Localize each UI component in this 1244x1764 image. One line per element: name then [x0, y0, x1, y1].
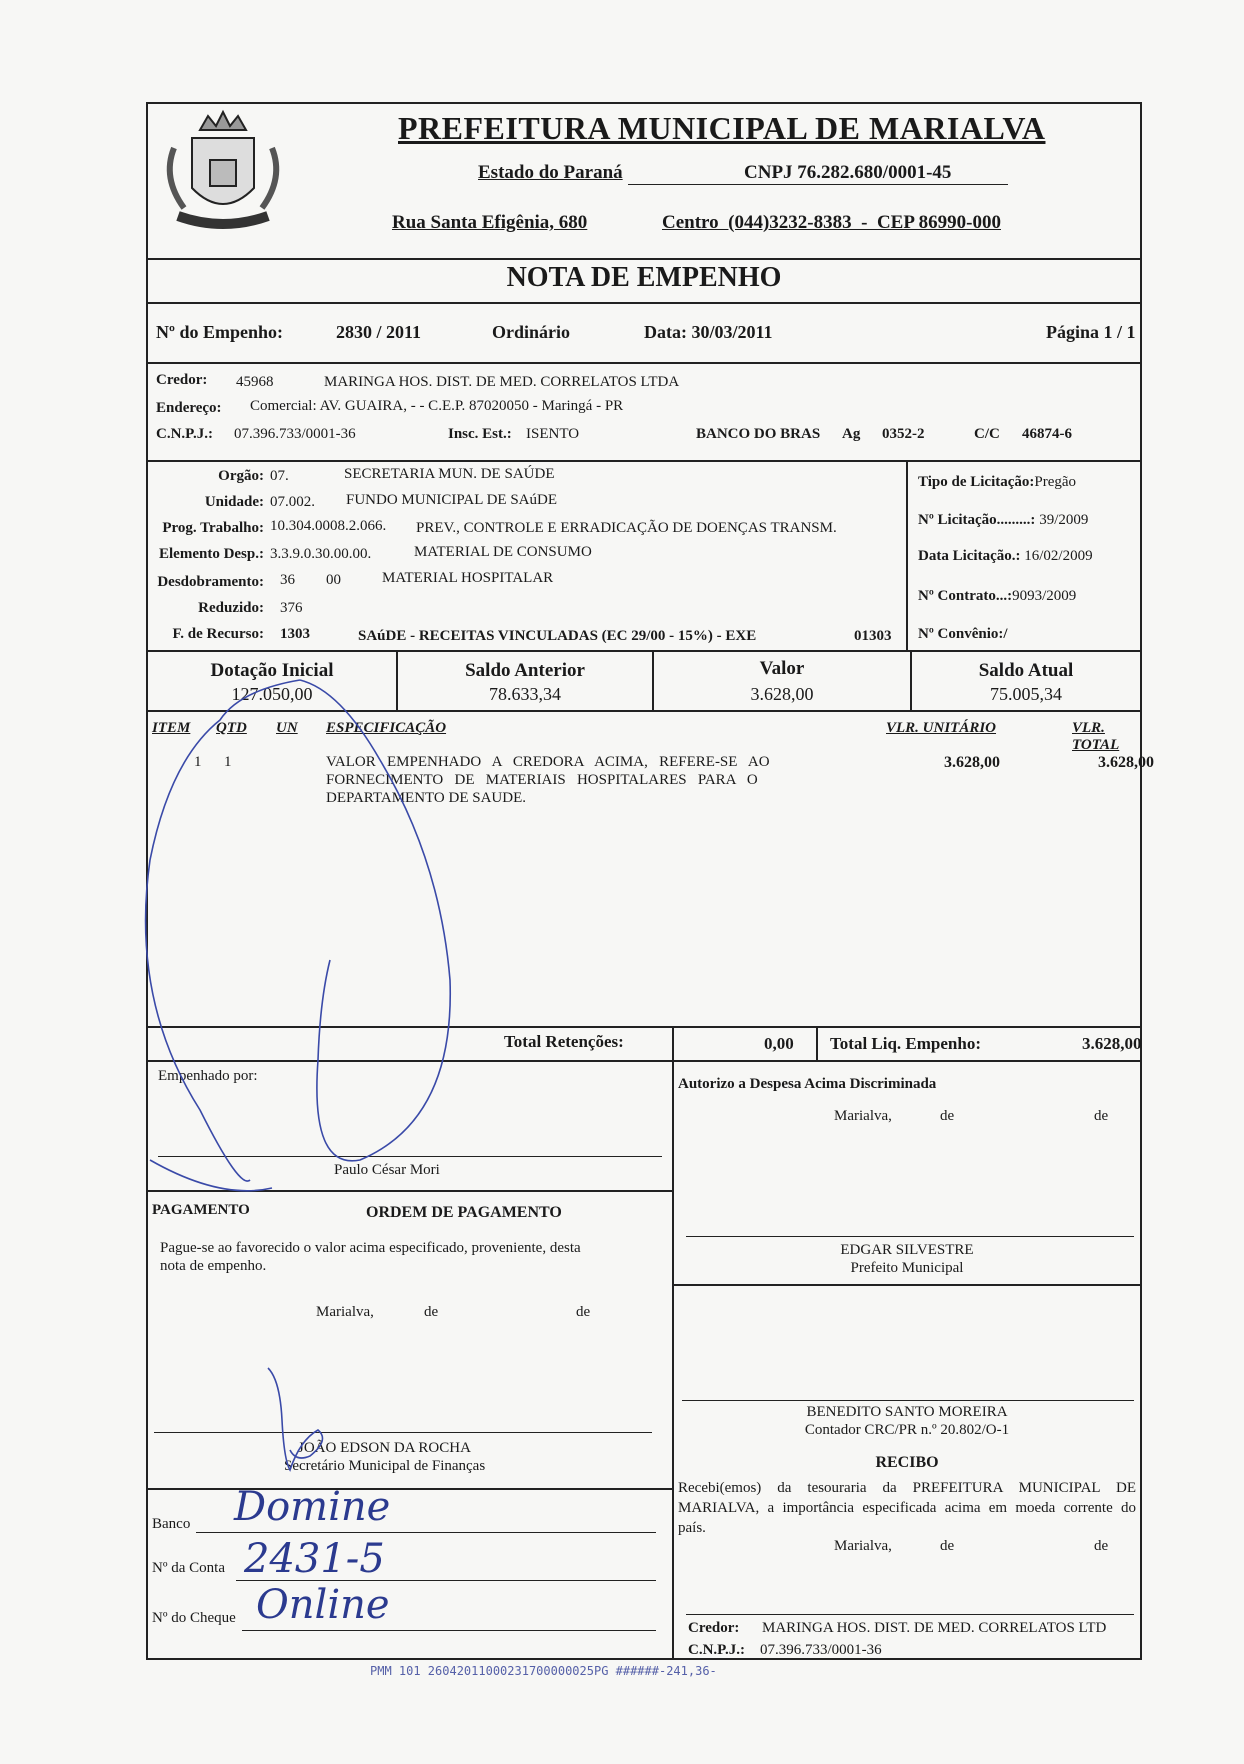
- ordem-pagamento-title: ORDEM DE PAGAMENTO: [366, 1204, 562, 1221]
- orgao-name: SECRETARIA MUN. DE SAÚDE: [344, 466, 555, 482]
- recibo-cnpj: 07.396.733/0001-36: [760, 1642, 882, 1658]
- recibo-text1: Recebi(emos) da tesouraria da PREFEITURA MUNICIPAL DE: [678, 1480, 1136, 1496]
- cnpj-label: CNPJ 76.282.680/0001-45: [744, 162, 952, 183]
- secretario-name: JOÃO EDSON DA ROCHA: [298, 1440, 471, 1456]
- cheque-label: Nº do Cheque: [152, 1610, 236, 1626]
- account-value: 46874-6: [1022, 426, 1072, 442]
- recurso-number: 01303: [854, 628, 892, 644]
- desdobramento-label: Desdobramento:: [157, 574, 264, 590]
- recurso-code: 1303: [280, 626, 310, 642]
- conta-label: Nº da Conta: [152, 1560, 225, 1576]
- pagamento-de2: de: [576, 1304, 591, 1320]
- recibo-de1: de: [940, 1538, 955, 1554]
- unidade-name: FUNDO MUNICIPAL DE SAúDE: [346, 492, 557, 508]
- credor-name: MARINGA HOS. DIST. DE MED. CORRELATOS LTDA: [324, 374, 680, 390]
- item-desc-line1: VALOR EMPENHADO A CREDORA ACIMA, REFERE-SE AO: [326, 754, 770, 770]
- total-retencoes-label: Total Retenções:: [504, 1032, 624, 1051]
- page-number: Página 1 / 1: [1046, 322, 1136, 342]
- item-desc-line3: DEPARTAMENTO DE SAUDE.: [326, 790, 526, 806]
- desdobramento-code: 36: [280, 572, 295, 588]
- credor-address: Comercial: AV. GUAIRA, - - C.E.P. 87020050 - Maringá - PR: [250, 398, 624, 414]
- contrato-label: Nº Contrato...:9093/2009: [918, 588, 1077, 604]
- agency-label: Ag: [842, 426, 861, 442]
- saldo-anterior-value: 78.633,34: [489, 684, 561, 704]
- unidade-label: Unidade:: [204, 494, 264, 510]
- convenio-label: Nº Convênio:/: [918, 626, 1008, 642]
- col-vlr-total: VLR. TOTAL: [1072, 720, 1120, 753]
- banco-handwriting: Domine: [234, 1484, 391, 1530]
- state-label: Estado do Paraná: [478, 162, 623, 183]
- pagamento-text2: nota de empenho.: [160, 1258, 267, 1274]
- account-label: C/C: [974, 426, 1000, 442]
- autorizo-de1: de: [940, 1108, 955, 1124]
- orgao-label: Orgão:: [218, 468, 264, 484]
- recibo-text3: país.: [678, 1520, 706, 1536]
- prog-label: Prog. Trabalho:: [162, 520, 264, 536]
- recibo-place: Marialva,: [834, 1538, 892, 1554]
- saldo-atual-label: Saldo Atual: [978, 660, 1074, 681]
- dotacao-inicial-label: Dotação Inicial: [210, 660, 334, 681]
- autorizo-title: Autorizo a Despesa Acima Discriminada: [678, 1076, 937, 1092]
- conta-handwriting: 2431-5: [244, 1536, 385, 1582]
- col-qtd: QTD: [216, 720, 247, 736]
- empenho-type: Ordinário: [492, 322, 571, 342]
- prog-name: PREV., CONTROLE E ERRADICAÇÃO DE DOENÇAS TRANSM.: [416, 520, 837, 536]
- item-unit-price: 3.628,00: [944, 754, 1000, 771]
- dotacao-inicial-value: 127.050,00: [231, 684, 313, 704]
- desdobramento-sub: 00: [326, 572, 341, 588]
- elemento-code: 3.3.9.0.30.00.00.: [270, 546, 372, 562]
- col-vlr-unitario: VLR. UNITÁRIO: [886, 720, 997, 736]
- valor-label: Valor: [759, 658, 805, 679]
- autorizo-place: Marialva,: [834, 1108, 892, 1124]
- empenhado-label: Empenhado por:: [158, 1068, 258, 1084]
- document-title: NOTA DE EMPENHO: [506, 262, 782, 293]
- empenho-label: Nº do Empenho:: [156, 322, 283, 342]
- desdobramento-name: MATERIAL HOSPITALAR: [382, 570, 554, 586]
- recibo-title: RECIBO: [875, 1454, 939, 1471]
- recibo-text2: MARIALVA, a importância especificada acima em moeda corrente do: [678, 1500, 1136, 1516]
- footer-code: PMM 101 26042011000231700000025PG ######-241,36-: [370, 1664, 717, 1678]
- page-title: PREFEITURA MUNICIPAL DE MARIALVA: [398, 110, 1046, 146]
- pagamento-title: PAGAMENTO: [152, 1202, 250, 1218]
- contador-role: Contador CRC/PR n.º 20.802/O-1: [804, 1422, 1010, 1438]
- banco-label: Banco: [152, 1516, 191, 1532]
- bank-name: BANCO DO BRAS: [696, 426, 821, 442]
- recurso-label: F. de Recurso:: [172, 626, 264, 642]
- valor-value: 3.628,00: [750, 684, 814, 704]
- autorizo-de2: de: [1094, 1108, 1109, 1124]
- credor-cnpj: 07.396.733/0001-36: [234, 426, 356, 442]
- recurso-name: SAúDE - RECEITAS VINCULADAS (EC 29/00 - 15%) - EXE: [358, 628, 757, 644]
- pagamento-text1: Pague-se ao favorecido o valor acima especificado, proveniente, desta: [160, 1240, 581, 1256]
- col-especificacao: ESPECIFICAÇÃO: [326, 720, 447, 736]
- reduzido-label: Reduzido:: [198, 600, 264, 616]
- credor-cnpj-label: C.N.P.J.:: [156, 426, 213, 442]
- col-item: ITEM: [152, 720, 191, 736]
- elemento-name: MATERIAL DE CONSUMO: [414, 544, 592, 560]
- item-desc-line2: FORNECIMENTO DE MATERIAIS HOSPITALARES PARA O: [326, 772, 758, 788]
- recibo-de2: de: [1094, 1538, 1109, 1554]
- total-liq-label: Total Liq. Empenho:: [830, 1034, 981, 1053]
- insc-label: Insc. Est.:: [448, 426, 512, 442]
- item-qtd: 1: [224, 754, 232, 770]
- unidade-code: 07.002.: [270, 494, 315, 510]
- elemento-label: Elemento Desp.:: [159, 546, 264, 562]
- insc-value: ISENTO: [526, 426, 580, 442]
- col-un: UN: [276, 720, 298, 736]
- prog-code: 10.304.0008.2.066.: [270, 518, 387, 534]
- recibo-credor-label: Credor:: [688, 1620, 740, 1636]
- total-liq-value: 3.628,00: [1082, 1034, 1142, 1053]
- item-total-price: 3.628,00: [1098, 754, 1154, 771]
- recibo-credor-name: MARINGA HOS. DIST. DE MED. CORRELATOS LTD: [762, 1620, 1107, 1636]
- agency-value: 0352-2: [882, 426, 925, 442]
- prefeito-role: Prefeito Municipal: [850, 1260, 964, 1276]
- pagamento-de1: de: [424, 1304, 439, 1320]
- licitacao-type-label: Tipo de Licitação:Pregão: [918, 474, 1077, 490]
- reduzido-value: 376: [280, 600, 303, 616]
- item-number: 1: [194, 754, 202, 770]
- address-label: Rua Santa Efigênia, 680: [392, 212, 588, 233]
- pagamento-place: Marialva,: [316, 1304, 374, 1320]
- total-retencoes-value: 0,00: [764, 1034, 794, 1053]
- licitacao-number-label: Nº Licitação.........: 39/2009: [918, 512, 1089, 528]
- empenho-number: 2830 / 2011: [336, 322, 422, 342]
- recibo-cnpj-label: C.N.P.J.:: [688, 1642, 745, 1658]
- address-field-label: Endereço:: [156, 400, 222, 416]
- empenhado-name: Paulo César Mori: [334, 1162, 440, 1178]
- secretario-role: Secretário Municipal de Finanças: [284, 1458, 486, 1474]
- orgao-code: 07.: [270, 468, 289, 484]
- contact-label: Centro (044)3232-8383 - CEP 86990-000: [662, 212, 1001, 233]
- credor-label: Credor:: [156, 372, 208, 388]
- credor-code: 45968: [236, 374, 274, 390]
- cheque-handwriting: Online: [256, 1582, 390, 1628]
- saldo-atual-value: 75.005,34: [990, 684, 1062, 704]
- empenho-date: Data: 30/03/2011: [644, 322, 773, 342]
- licitacao-date-label: Data Licitação.: 16/02/2009: [918, 548, 1093, 564]
- contador-name: BENEDITO SANTO MOREIRA: [806, 1404, 1008, 1420]
- prefeito-name: EDGAR SILVESTRE: [840, 1242, 974, 1258]
- saldo-anterior-label: Saldo Anterior: [465, 660, 585, 681]
